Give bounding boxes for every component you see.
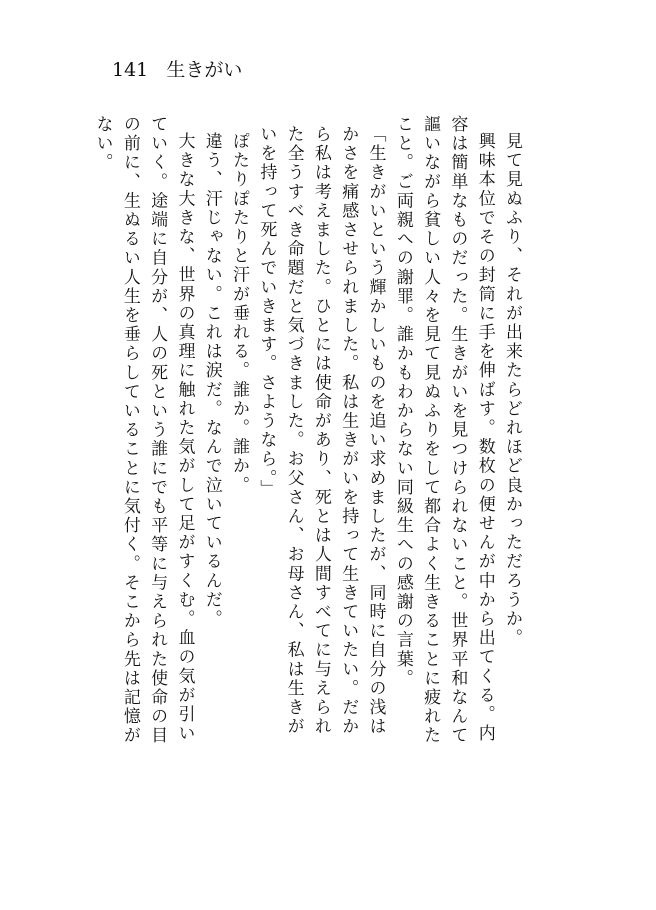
paragraph: 大きな大きな、世界の真理に触れた気がして足がすくむ。血の気が引いていく。途端に自分が、人の死という誰にでも平等に与えられた使命の目の前に、生ぬるい人生を垂らしていることに気付く。そこから先は記憶がない。 <box>92 115 195 746</box>
paragraph: 違う、汗じゃない。これは涙だ。なんで泣いているんだ。 <box>201 132 222 629</box>
page-number: 141 <box>112 59 149 81</box>
paragraph: 興味本位でその封筒に手を伸ばす。数枚の便せんが中から出てくる。内容は簡単なものだった。生きがいを見つけられないこと。世界平和なんて謳いながら貧しい人々を見て見ぬふりをして都合よく生きることに疲れたこと。ご両親への謝罪。誰かもわからない同級生への感謝の言葉。 <box>392 115 495 746</box>
quoted-letter: 「生きがいという輝かしいものを追い求めましたが、同時に自分の浅はかさを痛感させられました。私は生きがいを持って生きていたい。だから私は考えました。ひとには使命があり、死とは人間すべてに与えられた全うすべき命題だと気づきました。お父さん、お母さん、私は生きがいを持って死んでいきます。さようなら。」 <box>256 125 386 737</box>
page-header <box>112 58 242 82</box>
chapter-title: 生きがい <box>166 59 243 81</box>
body-text <box>92 115 525 755</box>
paragraph: 見て見ぬふり、それが出来たらどれほど良かっただろうか。 <box>502 132 522 648</box>
paragraph: ぽたりぽたりと汗が垂れる。誰か。誰か。 <box>229 132 250 495</box>
